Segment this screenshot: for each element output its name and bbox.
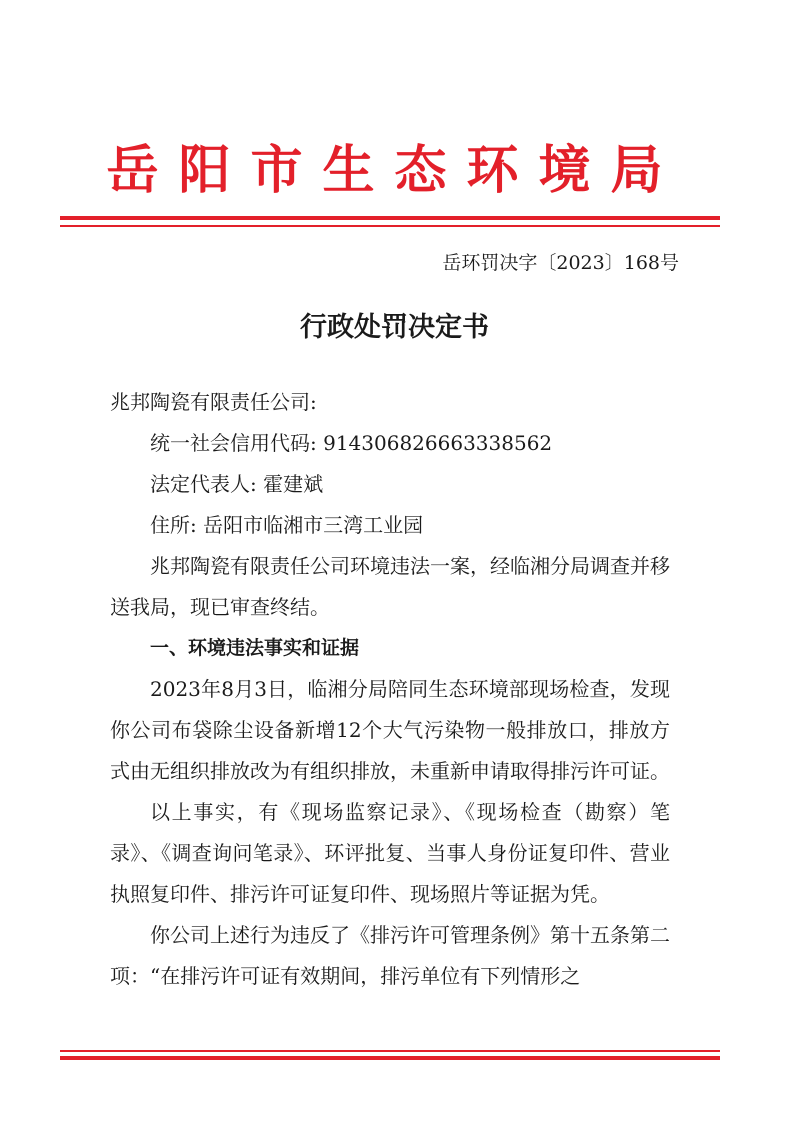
header-divider-thick — [60, 216, 720, 220]
credit-code: 统一社会信用代码: 91430682666333856​2 — [150, 431, 553, 455]
document-number: 岳环罚决字〔2023〕168号 — [442, 252, 679, 274]
address: 住所: 岳阳市临湘市三湾工业园 — [150, 513, 424, 537]
document-body — [110, 382, 670, 997]
agency-name: 岳阳市生态环境局 — [106, 140, 683, 201]
legal-representative: 法定代表人: 霍建斌 — [150, 472, 324, 496]
addressee: 兆邦陶瓷有限责任公司: — [110, 390, 317, 414]
facts-paragraph: 2023年8月3日，临湘分局陪同生态环境部现场检查，发现你公司布袋除尘设备新增12个大气污染物一般排放口，排放方式由无组织排放改为有组织排放，未重新申请取得排污许可证。 — [110, 677, 670, 783]
section-heading-1: 一、环境违法事实和证据 — [150, 637, 360, 659]
footer-divider-thick — [60, 1056, 720, 1060]
footer-divider-thin — [60, 1050, 720, 1052]
violation-paragraph: 你公司上述行为违反了《排污许可管理条例》第十五条第二项：“在排污许可证有效期间，排污单位有下列情形之 — [110, 923, 670, 988]
intro-paragraph: 兆邦陶瓷有限责任公司环境违法一案，经临湘分局调查并移送我局，现已审查终结。 — [110, 554, 670, 619]
header-divider-thin — [60, 225, 720, 227]
document-title: 行政处罚决定书 — [300, 312, 489, 343]
evidence-paragraph: 以上事实，有《现场监察记录》、《现场检查（勘察）笔录》、《调查询问笔录》、环评批复、当事人身份证复印件、营业执照复印件、排污许可证复印件、现场照片等证据为凭。 — [110, 800, 670, 906]
